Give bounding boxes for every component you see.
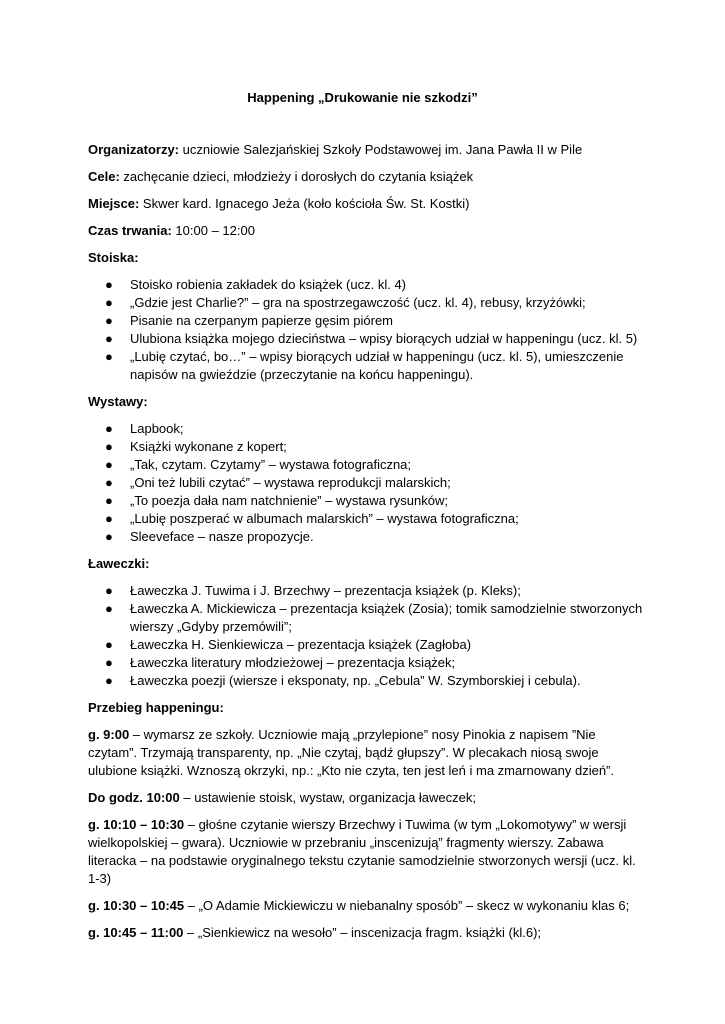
bullet-icon: ● xyxy=(105,511,113,526)
info-text: zachęcanie dzieci, młodzieży i dorosłych do czytania książek xyxy=(119,169,474,184)
schedule-time: Do godz. 10:00 xyxy=(88,790,180,805)
section-heading-przebieg: Przebieg happeningu: xyxy=(88,700,224,715)
schedule-entry xyxy=(88,816,643,888)
info-text: uczniowie Salezjańskiej Szkoły Podstawowej im. Jana Pawła II w Pile xyxy=(179,142,583,157)
list-item xyxy=(88,510,643,528)
list-laweczki xyxy=(88,582,643,690)
bullet-icon: ● xyxy=(105,655,113,670)
schedule-time: g. 10:30 – 10:45 xyxy=(88,898,185,913)
list-item-text: Ławeczka H. Sienkiewicza – prezentacja książek (Zagłoba) xyxy=(130,637,472,652)
list-item xyxy=(88,456,643,474)
list-item-text: Ławeczka A. Mickiewicza – prezentacja książek (Zosia); tomik samodzielnie stworzonych wierszy „Gdyby przemówili”; xyxy=(130,601,643,634)
bullet-icon: ● xyxy=(105,349,113,364)
schedule-time: g. 10:45 – 11:00 xyxy=(88,925,184,940)
bullet-icon: ● xyxy=(105,457,113,472)
schedule-entry xyxy=(88,726,643,780)
bullet-icon: ● xyxy=(105,493,113,508)
list-item xyxy=(88,636,643,654)
info-label: Organizatorzy: xyxy=(88,142,180,157)
bullet-icon: ● xyxy=(105,529,113,544)
info-text: 10:00 – 12:00 xyxy=(171,223,255,238)
list-item xyxy=(88,420,643,438)
list-item-text: „Lubię poszperać w albumach malarskich” – wystawa fotograficzna; xyxy=(130,511,519,526)
section-heading-wystawy: Wystawy: xyxy=(88,394,148,409)
list-item-text: Ławeczka literatury młodzieżowej – prezentacja książek; xyxy=(130,655,456,670)
list-item-text: Książki wykonane z kopert; xyxy=(130,439,287,454)
info-organizers xyxy=(88,141,643,159)
schedule-text: – „O Adamie Mickiewiczu w niebanalny sposób” – skecz w wykonaniu klas 6; xyxy=(184,898,630,913)
list-item xyxy=(88,348,643,384)
list-item-text: „Gdzie jest Charlie?” – gra na spostrzegawczość (ucz. kl. 4), rebusy, krzyżówki; xyxy=(130,295,586,310)
schedule-time: g. 10:10 – 10:30 xyxy=(88,817,185,832)
bullet-icon: ● xyxy=(105,583,113,598)
info-place xyxy=(88,195,643,213)
schedule-entry xyxy=(88,924,643,942)
list-item-text: Sleeveface – nasze propozycje. xyxy=(130,529,314,544)
info-goals xyxy=(88,168,643,186)
list-item-text: Stoisko robienia zakładek do książek (ucz. kl. 4) xyxy=(130,277,407,292)
bullet-icon: ● xyxy=(105,673,113,688)
bullet-icon: ● xyxy=(105,601,113,616)
bullet-icon: ● xyxy=(105,439,113,454)
bullet-icon: ● xyxy=(105,331,113,346)
info-label: Czas trwania: xyxy=(88,223,172,238)
bullet-icon: ● xyxy=(105,313,113,328)
list-stoiska xyxy=(88,276,643,384)
list-item-text: Ławeczka poezji (wiersze i eksponaty, np. „Cebula” W. Szymborskiej i cebula). xyxy=(130,673,581,688)
list-item-text: Ulubiona książka mojego dzieciństwa – wpisy biorących udział w happeningu (ucz. kl. 5) xyxy=(130,331,638,346)
list-item xyxy=(88,474,643,492)
bullet-icon: ● xyxy=(105,421,113,436)
list-item xyxy=(88,582,643,600)
list-item-text: „Lubię czytać, bo…” – wpisy biorących udział w happeningu (ucz. kl. 5), umieszczenie napisów na gwieździe (przeczytanie na końcu happeningu). xyxy=(130,349,624,382)
list-item-text: „Oni też lubili czytać” – wystawa reprodukcji malarskich; xyxy=(130,475,451,490)
info-label: Cele: xyxy=(88,169,120,184)
list-item xyxy=(88,492,643,510)
info-duration xyxy=(88,222,643,240)
schedule-text: – „Sienkiewicz na wesoło” – inscenizacja fragm. książki (kl.6); xyxy=(183,925,542,940)
list-item xyxy=(88,672,643,690)
list-item xyxy=(88,438,643,456)
list-item xyxy=(88,330,643,348)
list-item xyxy=(88,294,643,312)
document-title: Happening „Drukowanie nie szkodzi” xyxy=(247,90,478,105)
schedule-text: – ustawienie stoisk, wystaw, organizacja ławeczek; xyxy=(179,790,476,805)
bullet-icon: ● xyxy=(105,637,113,652)
schedule-time: g. 9:00 xyxy=(88,727,130,742)
bullet-icon: ● xyxy=(105,475,113,490)
list-item-text: Ławeczka J. Tuwima i J. Brzechwy – prezentacja książek (p. Kleks); xyxy=(130,583,521,598)
section-heading-laweczki: Ławeczki: xyxy=(88,556,150,571)
document-content xyxy=(88,141,643,951)
bullet-icon: ● xyxy=(105,277,113,292)
list-item-text: „Tak, czytam. Czytamy” – wystawa fotograficzna; xyxy=(130,457,412,472)
bullet-icon: ● xyxy=(105,295,113,310)
list-item xyxy=(88,276,643,294)
schedule-entry xyxy=(88,789,643,807)
list-item xyxy=(88,600,643,636)
schedule-text: – głośne czytanie wierszy Brzechwy i Tuwima (w tym „Lokomotywy” w wersji wielkopolskiej – gwara). Uczniowie w przebraniu „inscenizują” fragmenty wierszy. Zabawa literacka – na podstawie oryginalnego tekstu czytanie samodzielnie stworzonych wersji (ucz. kl. 1-3) xyxy=(88,817,636,886)
list-item xyxy=(88,654,643,672)
schedule-text: – wymarsz ze szkoły. Uczniowie mają „przylepione” nosy Pinokia z napisem ”Nie czytam”. Trzymają transparenty, np. „Nie czytaj, bądź głupszy”. W plecakach niosą swoje ulubione książki. Wznoszą okrzyki, np.: „Kto nie czyta, ten jest leń i ma zmarnowany dzień”. xyxy=(88,727,614,778)
list-item xyxy=(88,528,643,546)
list-wystawy xyxy=(88,420,643,546)
list-item xyxy=(88,312,643,330)
info-label: Miejsce: xyxy=(88,196,140,211)
list-item-text: Lapbook; xyxy=(130,421,184,436)
schedule-entry xyxy=(88,897,643,915)
info-text: Skwer kard. Ignacego Jeża (koło kościoła Św. St. Kostki) xyxy=(139,196,470,211)
section-heading-stoiska: Stoiska: xyxy=(88,250,139,265)
list-item-text: Pisanie na czerpanym papierze gęsim piórem xyxy=(130,313,394,328)
list-item-text: „To poezja dała nam natchnienie” – wystawa rysunków; xyxy=(130,493,448,508)
